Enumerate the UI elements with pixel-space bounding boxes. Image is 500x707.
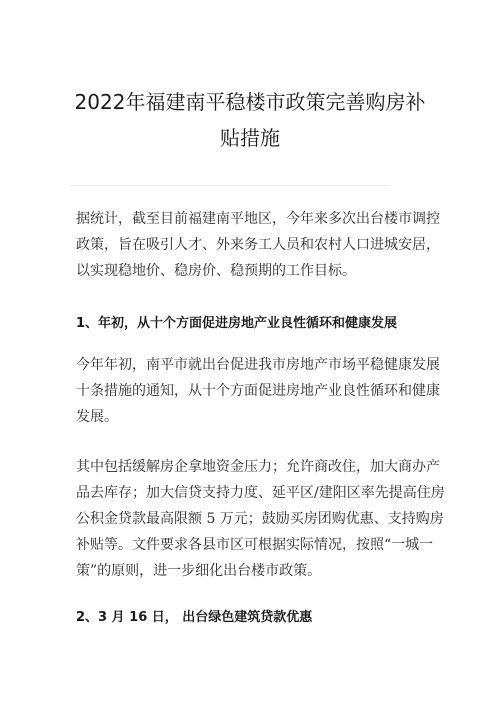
text-line: 以实现稳地价、稳房价、稳预期的工作目标。 (76, 263, 356, 279)
section-1-paragraph-2 (76, 454, 445, 584)
text-line: 据统计，截至目前福建南平地区，今年来多次出台楼市调控 (76, 211, 440, 227)
text-line: 发展。 (76, 409, 118, 425)
title-divider (70, 185, 390, 186)
section-1-heading: 1、年初，从十个方面促进房地产业良性循环和健康发展 (76, 316, 398, 331)
section-2-heading: 2、3 月 16 日， 出台绿色建筑贷款优惠 (76, 610, 313, 625)
title-line: 贴措施 (220, 126, 280, 150)
text-line: 公积金贷款最高限额 5 万元；鼓励买房团购优惠、支持购房 (76, 511, 444, 527)
text-line: 十条措施的通知，从十个方面促进房地产业良性循环和健康 (76, 383, 440, 399)
text-line: 其中包括缓解房企拿地资金压力；允许商改住，加大商办产 (76, 459, 440, 475)
text-line: 补贴等。文件要求各县市区可根据实际情况，按照“一城一 (76, 537, 434, 553)
title-line: 2022年福建南平稳楼市政策完善购房补 (74, 90, 426, 114)
document-title (60, 84, 440, 156)
text-line: 政策，旨在吸引人才、外来务工人员和农村人口进城安居， (76, 237, 440, 253)
text-line: 品去库存；加大信贷支持力度、延平区/建阳区率先提高住房 (76, 485, 445, 501)
text-line: 今年年初，南平市就出台促进我市房地产市场平稳健康发展 (76, 357, 440, 373)
intro-paragraph (76, 206, 440, 284)
text-line: 策”的原则，进一步细化出台楼市政策。 (76, 563, 322, 579)
section-1-paragraph-1 (76, 352, 440, 430)
